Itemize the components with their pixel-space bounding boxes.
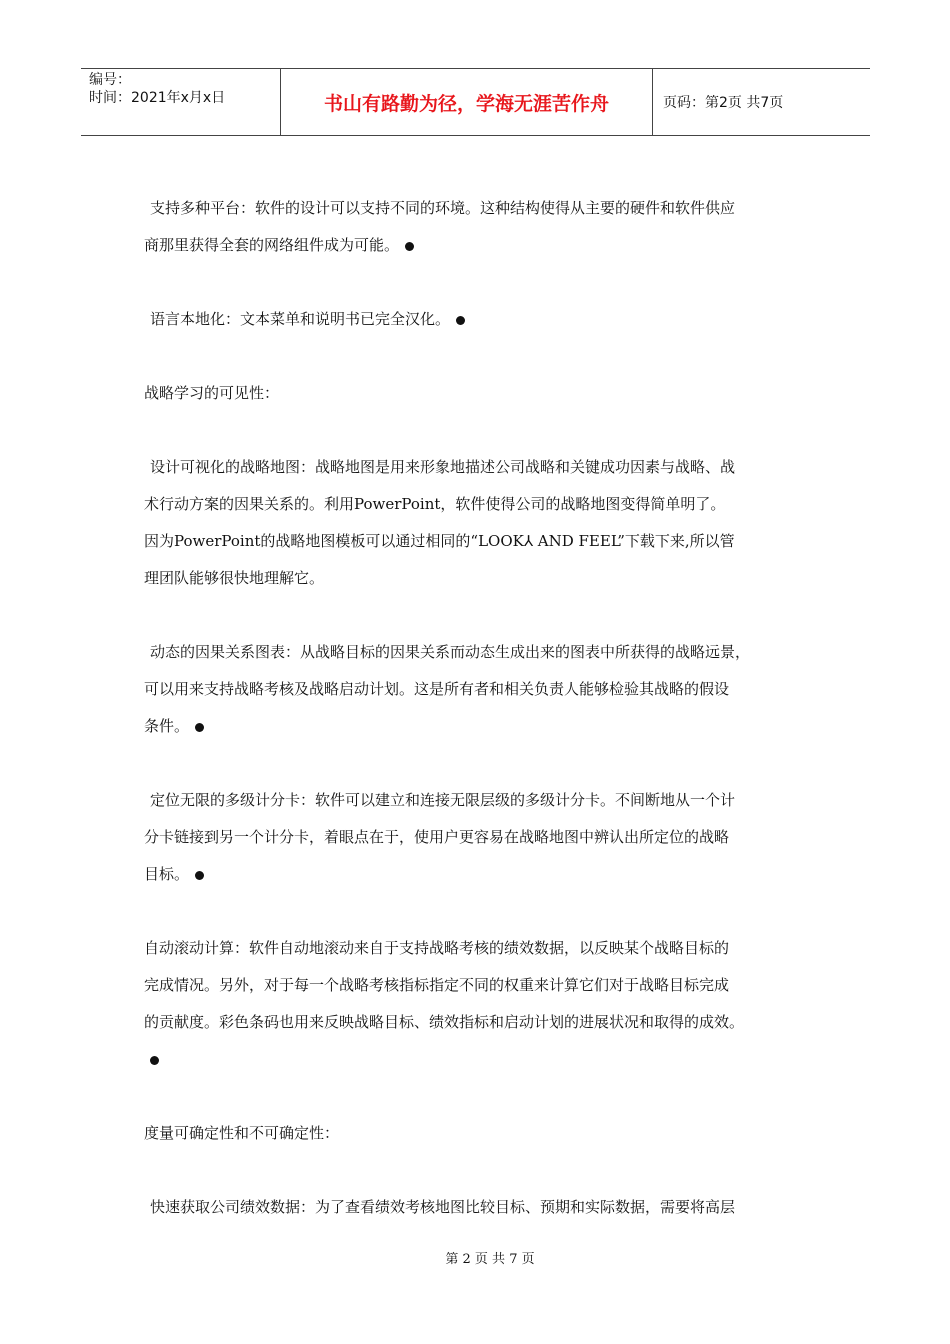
document-header	[81, 68, 870, 136]
paragraph-line: 理团队能够很快地理解它。	[144, 569, 325, 587]
page-footer: 第 2 页 共 7 页	[445, 1252, 535, 1267]
motto: 书山有路勤为径，学海无涯苦作舟	[281, 69, 653, 135]
bullet-dot-icon	[405, 242, 414, 251]
paragraph	[144, 375, 814, 412]
paragraph	[144, 930, 814, 1078]
document-body	[144, 190, 814, 1263]
paragraph-line: 商那里获得全套的网络组件成为可能。	[144, 227, 814, 264]
bullet-dot-icon	[150, 1056, 159, 1065]
bullet-dot-icon	[195, 723, 204, 732]
paragraph	[144, 449, 814, 597]
header-meta	[81, 69, 281, 135]
paragraph	[144, 301, 814, 338]
paragraph	[144, 1115, 814, 1152]
paragraph-line: 战略学习的可见性：	[144, 384, 280, 402]
paragraph-line: 术行动方案的因果关系的。利用PowerPoint，软件使得公司的战略地图变得简单明了。	[144, 495, 726, 513]
paragraph-line	[144, 1041, 814, 1078]
paragraph	[144, 782, 814, 893]
number-label: 编号：	[89, 72, 131, 88]
paragraph-line: 分卡链接到另一个计分卡，着眼点在于，使用户更容易在战略地图中辨认出所定位的战略	[144, 828, 730, 846]
paragraph	[144, 190, 814, 264]
page-info: 页码：第2页 共7页	[663, 95, 784, 111]
paragraph-line: 语言本地化：文本菜单和说明书已完全汉化。	[144, 301, 814, 338]
bullet-dot-icon	[456, 316, 465, 325]
time-label: 时间：2021年x月x日	[89, 90, 226, 106]
paragraph-line: 自动滚动计算：软件自动地滚动来自于支持战略考核的绩效数据，以反映某个战略目标的	[144, 939, 730, 957]
paragraph-line: 因为PowerPoint的战略地图模板可以通过相同的“LOOK⅄ AND FEEL”下载下来,所以管	[144, 532, 735, 550]
paragraph-line: 目标。	[144, 856, 814, 893]
paragraph-line: 度量可确定性和不可确定性：	[144, 1124, 340, 1142]
paragraph-line: 快速获取公司绩效数据：为了查看绩效考核地图比较目标、预期和实际数据，需要将高层	[150, 1198, 736, 1216]
paragraph	[144, 1189, 814, 1226]
paragraph-line: 支持多种平台：软件的设计可以支持不同的环境。这种结构使得从主要的硬件和软件供应	[150, 199, 736, 217]
paragraph	[144, 634, 814, 745]
paragraph-line: 动态的因果关系图表：从战略目标的因果关系而动态生成出来的图表中所获得的战略远景，	[150, 643, 751, 661]
paragraph-line: 条件。	[144, 708, 814, 745]
bullet-dot-icon	[195, 871, 204, 880]
paragraph-line: 定位无限的多级计分卡：软件可以建立和连接无限层级的多级计分卡。不间断地从一个计	[150, 791, 736, 809]
paragraph-line: 的贡献度。彩色条码也用来反映战略目标、绩效指标和启动计划的进展状况和取得的成效。	[144, 1013, 745, 1031]
paragraph-line: 设计可视化的战略地图：战略地图是用来形象地描述公司战略和关键成功因素与战略、战	[150, 458, 736, 476]
paragraph-line: 可以用来支持战略考核及战略启动计划。这是所有者和相关负责人能够检验其战略的假设	[144, 680, 730, 698]
paragraph-line: 完成情况。另外，对于每一个战略考核指标指定不同的权重来计算它们对于战略目标完成	[144, 976, 730, 994]
